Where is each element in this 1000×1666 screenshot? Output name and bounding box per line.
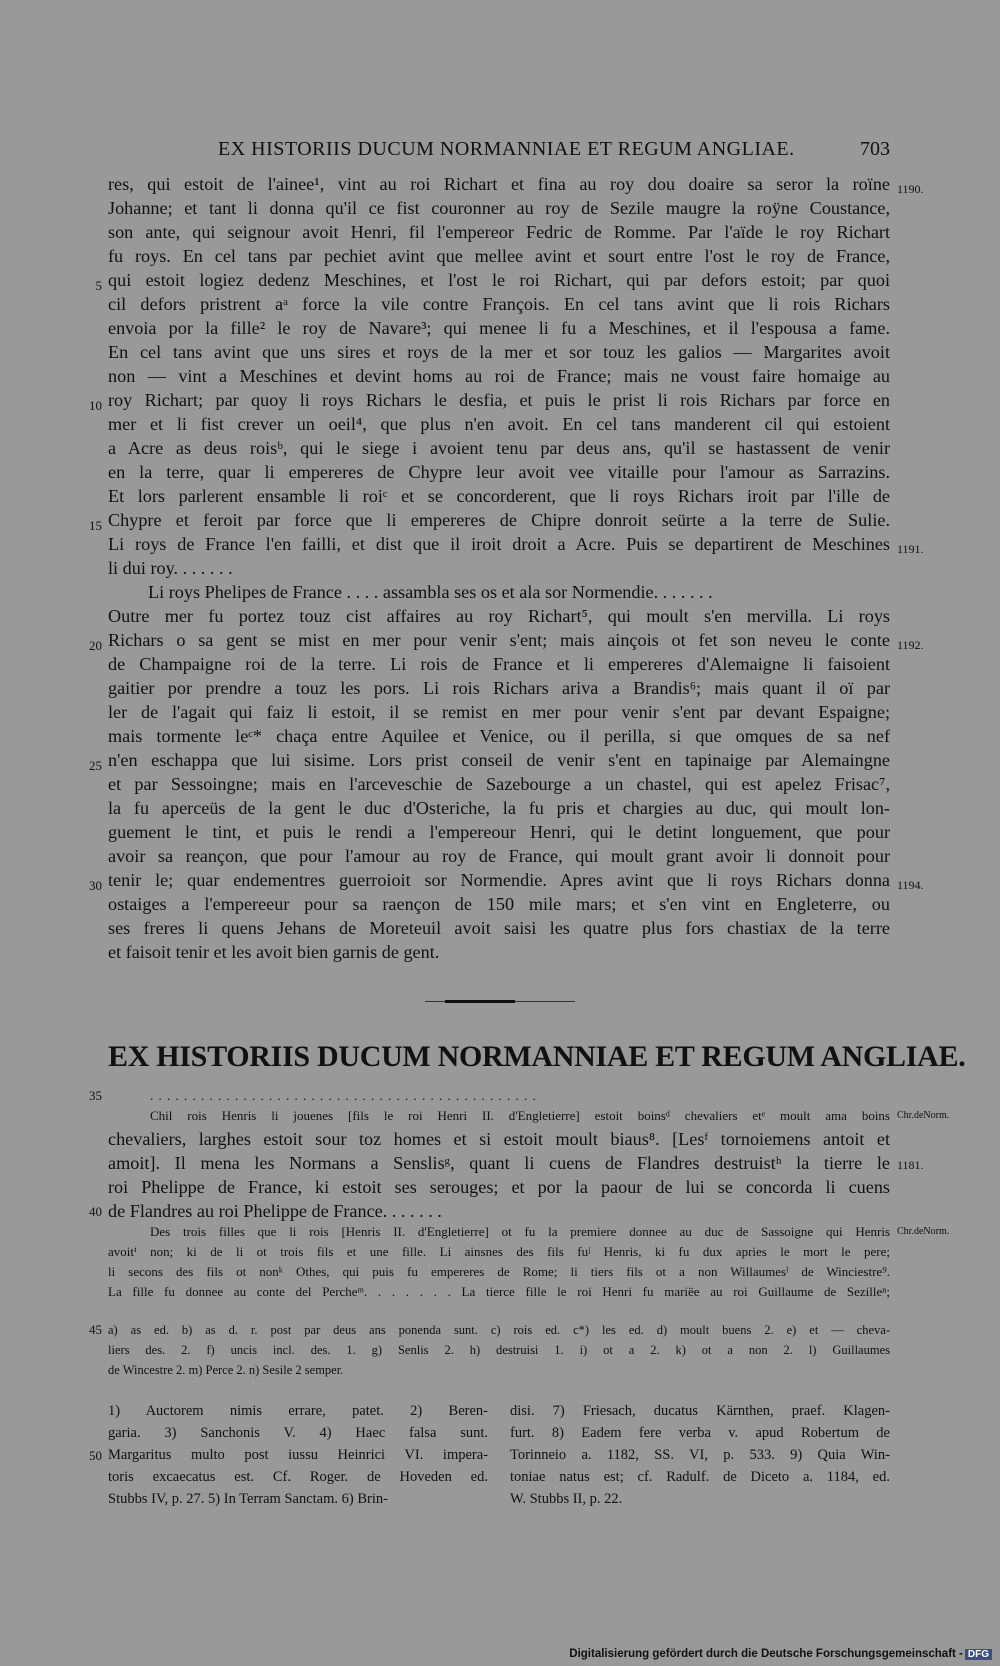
text-line: et par Sessoingne; mais en l'arceveschie de Sazebourge a un chastel, qui est apelez Frisac⁷,: [108, 774, 890, 794]
line-number: 15: [89, 518, 102, 533]
text-line: gaitier por prendre a touz les pors. Li rois Richars ariva a Brandis⁶; mais quant il oï par: [108, 678, 890, 698]
text-line: a Acre as deus roisᵇ, qui le siege i avoient tenu par deus ans, qu'il se hastassent de venir: [108, 438, 890, 458]
text-line: li dui roy. . . . . . .: [108, 558, 233, 578]
section-divider: [425, 1000, 575, 1004]
text-line: mer et li fist crever un oeil⁴, que plus n'en avoit. En cel tans manderent cil qui estoient: [108, 414, 890, 434]
line-number: 5: [95, 278, 102, 293]
text-line: son ante, qui seignour avoit Henri, fil l'empereor Fedric de Romme. Par l'aïde le roy Richart: [108, 222, 890, 242]
text-line: la fu aperceüs de la gent le duc d'Osteriche, la fu pris et chargies au duc, qui moult lon-: [108, 798, 890, 818]
text-line: fu roys. En cel tans par pechiet avint que mellee avint et sourt entre l'ost le roy de France,: [108, 246, 890, 266]
line-number: 20: [89, 638, 102, 653]
text-line: La fille fu donnee au conte del Percheᵐ. . . . . . . La tierce fille le roi Henri fu mariëe au roi Guillaume de Sezilleⁿ;: [108, 1284, 890, 1299]
variant-line: liers des. 2. f) uncis incl. des. 1. g) Senlis 2. h) destruisi 1. i) ot a 2. k) ot a non 2. l) Guillaumes: [108, 1343, 890, 1357]
text-line: ostaiges a l'empereeur pour sa raençon de 150 mile mars; et s'en vint en Engleterre, ou: [108, 894, 890, 914]
text-line: Johanne; et tant li donna qu'il ce fist couronner au roy de Sezile maugre la roÿne Coustance,: [108, 198, 890, 218]
text-line: Richars o sa gent se mist en mer pour venir s'ent; mais ainçois ot fet son neveu le conte: [108, 630, 890, 650]
text-line: mais tormente leᶜ* chaça entre Aquilee et Venice, ou il perilla, si que omques de sa nef: [108, 726, 890, 746]
margin-year: 1190.: [897, 182, 924, 196]
footnote-line: W. Stubbs II, p. 22.: [510, 1491, 623, 1507]
text-line: et faisoit tenir et les avoit bien garnis de gent.: [108, 942, 440, 962]
footnote-line: 1) Auctorem nimis errare, patet. 2) Beren-: [108, 1403, 488, 1419]
text-line: guement le tint, et puis le rendi a l'empereour Henri, qui le detint longuement, que pour: [108, 822, 890, 842]
footnote-line: toris excaecatus est. Cf. Roger. de Hoveden ed.: [108, 1469, 488, 1485]
text-line: ses freres li quens Jehans de Moreteuil avoit saisi les quatre plus fors chastiax de la terre: [108, 918, 890, 938]
running-head: [108, 138, 890, 164]
dfg-logo-icon: DFG: [965, 1649, 992, 1660]
margin-year: 1181.: [897, 1158, 924, 1172]
text-line: Li roys de France l'en failli, et dist que il iroit droit a Acre. Puis se departirent de Meschines: [108, 534, 890, 554]
text-line: En cel tans avint que uns sires et roys de la mer et sor touz les galios — Margarites avoit: [108, 342, 890, 362]
text-line: non — vint a Meschines et devint homs au roi de France; mais ne voust faire homaige au: [108, 366, 890, 386]
text-line: tenir le; quar endementres guerroioit sor Normendie. Apres avint que li roys Richars donna: [108, 870, 890, 890]
line-number: 45: [89, 1322, 102, 1337]
page-number: 703: [860, 138, 890, 160]
text-line: n'en eschappa que lui sisime. Lors prist conseil de venir s'ent en tapinaige par Alemaingne: [108, 750, 890, 770]
text-line: de Champaigne roi de la terre. Li rois de France et li empereres d'Alemaigne li faisoient: [108, 654, 890, 674]
line-number: 10: [89, 398, 102, 413]
text-line: en la terre, quar li empereres de Chypre leur avoit vee vitaille pour l'amour as Sarrazins.: [108, 462, 890, 482]
text-line: ler de l'agait qui faiz li estoit, il se remist en mer pour venir s'ent par devant Espaigne;: [108, 702, 890, 722]
text-line: envoia por la fille² le roy de Navare³; qui menee li fu a Meschines, et il l'espousa a fame.: [108, 318, 890, 338]
text-line: amoit]. Il mena les Normans a Senslisᵍ, quant li cuens de Flandres destruistʰ la tierre le: [108, 1153, 890, 1173]
footnote-line: Torinneio a. 1182, SS. VI, p. 533. 9) Quia Win-: [510, 1447, 890, 1463]
text-line: chevaliers, larghes estoit sour toz homes et si estoit moult biaus⁸. [Lesᶠ tornoiemens antoit et: [108, 1129, 890, 1149]
text-line: avoir sa reançon, que pour l'amour au roy de France, qui moult grant avoir li donnoit pour: [108, 846, 890, 866]
line-number: 40: [89, 1204, 102, 1219]
footnote-line: Stubbs IV, p. 27. 5) In Terram Sanctam. 6) Brin-: [108, 1491, 388, 1507]
running-head-title: EX HISTORIIS DUCUM NORMANNIAE ET REGUM ANGLIAE.: [218, 138, 795, 160]
section-title: EX HISTORIIS DUCUM NORMANNIAE ET REGUM ANGLIAE.: [108, 1040, 966, 1073]
text-line: qui estoit logiez dedenz Meschines, et l'ost le roi Richart, qui par defors estoit; par quoi: [108, 270, 890, 290]
text-line: cil defors pristrent aᵃ force la vile contre François. En cel tans avint que li rois Richars: [108, 294, 890, 314]
text-line: de Flandres au roi Phelippe de France. . . . . . .: [108, 1201, 442, 1221]
margin-year: 1192.: [897, 638, 924, 652]
line-number: 50: [89, 1448, 102, 1463]
variant-line: de Wincestre 2. m) Perce 2. n) Sesile 2 semper.: [108, 1363, 344, 1377]
text-line: roi Phelippe de France, ki estoit ses serouges; et por la paour de lui se concorda li cuens: [108, 1177, 890, 1197]
text-line: Chil rois Henris li jouenes [fils le roi Henri II. d'Engletierre] estoit boinsᵈ chevaliers etᵉ moult ama boins: [150, 1108, 890, 1123]
margin-source-note: Chr.deNorm.: [897, 1226, 950, 1237]
footnote-line: furt. 8) Eadem fere verba v. apud Robertum de: [510, 1425, 890, 1441]
line-number: 25: [89, 758, 102, 773]
text-line: avoitⁱ non; ki de li ot trois fils et une fille. Li ainsnes des fils fuʲ Henris, ki fu dux apries le mort le pere;: [108, 1244, 890, 1259]
text-line: res, qui estoit de l'ainee¹, vint au roi Richart et fina au roy dou doaire sa seror la roïne: [108, 174, 890, 194]
footnote-line: Margaritus multo post iussu Heinrici VI. impera-: [108, 1447, 488, 1463]
ellipsis-line: . . . . . . . . . . . . . . . . . . . . . . . . . . . . . . . . . . . . . . . . . . . . . .: [150, 1088, 537, 1103]
footnote-line: toniae natus est; cf. Radulf. de Diceto a. 1184, ed.: [510, 1469, 890, 1485]
line-number: 35: [89, 1088, 102, 1103]
text-line: li secons des fils ot nonᵏ Othes, qui puis fu empereres de Rome; li tiers fils ot a non Willaumesˡ de Winciestre⁹.: [108, 1264, 890, 1279]
margin-year: 1194.: [897, 878, 924, 892]
margin-year: 1191.: [897, 542, 924, 556]
text-line: Des trois filles que li rois [Henris II. d'Engletierre] ot fu la premiere donnee au duc de Sassoigne qui Henris: [150, 1224, 890, 1239]
footer-text: Digitalisierung gefördert durch die Deutsche Forschungsgemeinschaft -: [569, 1648, 963, 1660]
text-line: Et lors parlerent ensamble li roiᶜ et se concorderent, que li roys Richars iroit par l'ille de: [108, 486, 890, 506]
variant-line: a) as ed. b) as d. r. post par deus ans ponenda sunt. c) rois ed. c*) les ed. d) moult buens 2. e) et — cheva-: [108, 1323, 890, 1337]
text-line: Outre mer fu portez touz cist affaires au roy Richart⁵, qui moult s'en mervilla. Li roys: [108, 606, 890, 626]
text-line: Li roys Phelipes de France . . . . assambla ses os et ala sor Normendie. . . . . . .: [148, 582, 713, 602]
digitization-footer: [569, 1648, 992, 1660]
text-line: roy Richart; par quoy li roys Richars le desfia, et puis le prist li rois Richars par force en: [108, 390, 890, 410]
text-line: Chypre et feroit par force que li empereres de Chipre donroit seürte a la terre de Sulie.: [108, 510, 890, 530]
margin-source-note: Chr.deNorm.: [897, 1110, 950, 1121]
footnote-line: garia. 3) Sanchonis V. 4) Haec falsa sunt.: [108, 1425, 488, 1441]
footnote-line: disi. 7) Friesach, ducatus Kärnthen, praef. Klagen-: [510, 1403, 890, 1419]
line-number: 30: [89, 878, 102, 893]
